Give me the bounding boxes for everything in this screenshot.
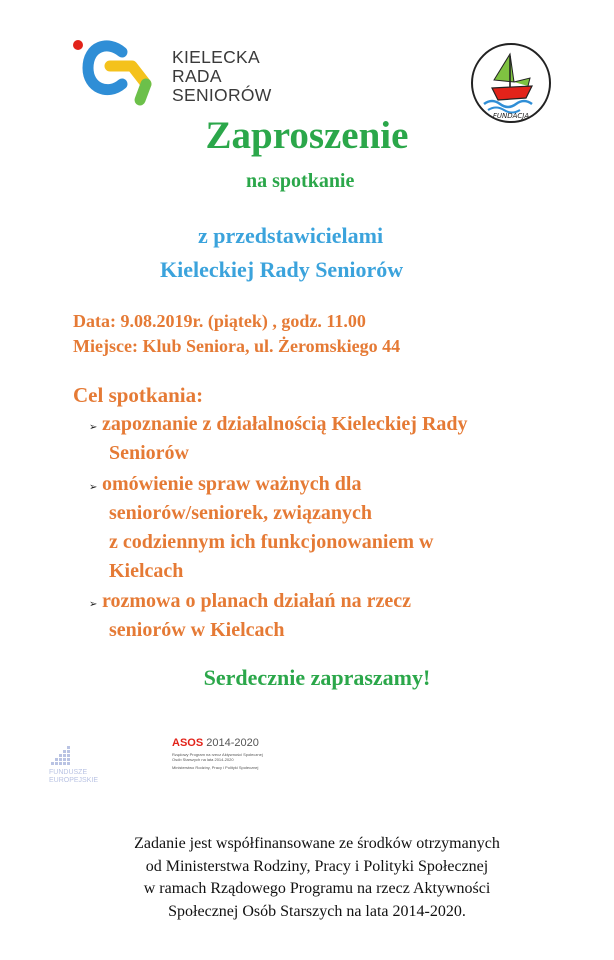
asos-logo	[172, 737, 312, 783]
funding-note	[0, 833, 614, 923]
funding-note-line: Zadanie jest współfinansowane ze środków otrzymanych	[134, 835, 500, 852]
logo-line: KIELECKA	[172, 47, 260, 67]
logo-line: RADA	[172, 66, 222, 86]
goal-item-2-line: omówienie spraw ważnych dla	[102, 473, 362, 495]
funding-note-line: Społecznej Osób Starszych na lata 2014-2020.	[168, 902, 466, 920]
goal-item-1-line: Seniorów	[109, 442, 189, 464]
bullet-arrow-icon: ➢	[89, 422, 98, 433]
goals-heading: Cel spotkania:	[73, 383, 204, 407]
kielecka-rada-seniorow-logo	[70, 38, 290, 108]
asos-years: 2014-2020	[206, 737, 259, 749]
logo-text	[172, 48, 272, 105]
goal-item-2-line: Kielcach	[109, 560, 184, 582]
heading-line-2: Kieleckiej Rady Seniorów	[160, 257, 404, 282]
goal-item-2-line: z codziennym ich funkcjonowaniem w	[109, 531, 434, 553]
asos-tiny-text: Ministerstwo Rodziny, Pracy i Polityki Społecznej	[172, 765, 259, 770]
funding-note-line: od Ministerstwa Rodziny, Pracy i Polityki Społecznej	[145, 857, 489, 875]
asos-tiny-text: Osób Starszych na lata 2014-2020	[172, 757, 234, 762]
bullet-arrow-icon: ➢	[89, 599, 98, 610]
meeting-date: Data: 9.08.2019r. (piątek) , godz. 11.00	[73, 311, 366, 331]
bullet-arrow-icon: ➢	[89, 482, 98, 493]
asos-tiny-text: Rządowy Program na rzecz Aktywności Społecznej	[172, 752, 263, 757]
goal-item-3-line: rozmowa o planach działań na rzecz	[102, 590, 412, 612]
goal-item-3-line: seniorów w Kielcach	[109, 619, 285, 641]
asos-brand: ASOS	[172, 737, 204, 749]
page-title: Zaproszenie	[205, 114, 409, 157]
heading-line-1: z przedstawicielami	[198, 223, 384, 248]
asos-brand-line	[172, 737, 312, 749]
fundusze-watermark	[47, 745, 99, 790]
goal-item-2-line: seniorów/seniorek, związanych	[109, 502, 372, 524]
fundusze-line: EUROPEJSKIE	[49, 777, 99, 784]
fundusze-stars-icon	[47, 745, 77, 769]
funding-note-line: w ramach Rządowego Programu na rzecz Aktywności	[143, 880, 491, 897]
fundacja-badge	[470, 42, 552, 124]
goal-item-1-line: zapoznanie z działalnością Kieleckiej Rady	[102, 413, 468, 435]
kielecka-rada-seniorow-logo-icon	[70, 38, 170, 108]
fundusze-line: FUNDUSZE	[49, 769, 88, 776]
meeting-place: Miejsce: Klub Seniora, ul. Żeromskiego 44	[73, 336, 401, 356]
page-subtitle: na spotkanie	[246, 170, 355, 192]
closing-invitation: Serdecznie zapraszamy!	[203, 665, 431, 690]
fundusze-text	[49, 769, 98, 785]
fundacja-boat-badge-icon	[470, 42, 552, 124]
badge-label: FUNDACJA	[492, 112, 530, 120]
logo-line: SENIORÓW	[172, 85, 272, 105]
